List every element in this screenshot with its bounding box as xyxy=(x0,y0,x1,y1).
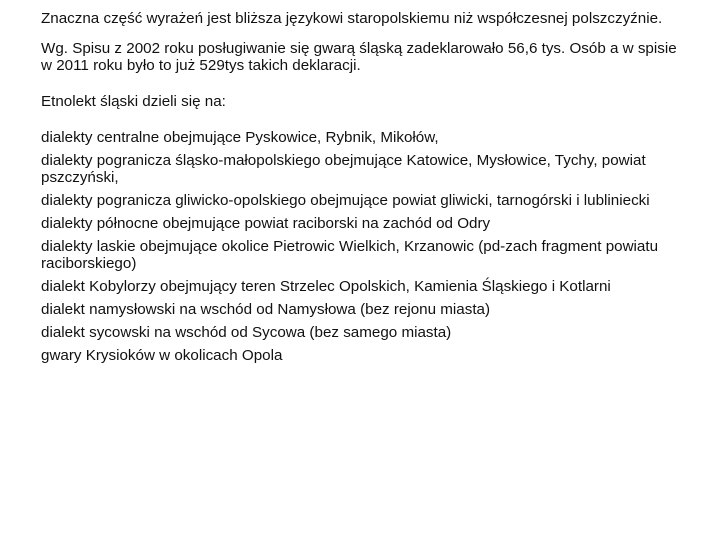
paragraph-division-heading: Etnolekt śląski dzieli się na: xyxy=(41,93,226,110)
paragraph-census: Wg. Spisu z 2002 roku posługiwanie się gwarą śląską zadeklarowało 56,6 tys. Osób a w spisie w 2011 roku było to już 529tys takich deklaracji. xyxy=(41,40,677,74)
list-item: gwary Krysioków w okolicach Opola xyxy=(41,347,283,364)
list-item: dialekt Kobylorzy obejmujący teren Strzelec Opolskich, Kamienia Śląskiego i Kotlarni xyxy=(41,278,611,295)
paragraph-intro: Znaczna część wyrażeń jest bliższa językowi staropolskiemu niż współczesnej polszczyźnie. xyxy=(41,10,663,27)
list-item: dialekt namysłowski na wschód od Namysłowa (bez rejonu miasta) xyxy=(41,301,491,318)
list-item: dialekty laskie obejmujące okolice Pietrowic Wielkich, Krzanowic (pd-zach fragment powiatu raciborskiego) xyxy=(41,238,659,272)
list-item: dialekty pogranicza gliwicko-opolskiego obejmujące powiat gliwicki, tarnogórski i lubliniecki xyxy=(41,192,650,209)
list-item: dialekty centralne obejmujące Pyskowice, Rybnik, Mikołów, xyxy=(41,129,439,146)
list-item: dialekty północne obejmujące powiat raciborski na zachód od Odry xyxy=(41,215,491,232)
document-body xyxy=(41,10,681,370)
dialect-list xyxy=(41,129,681,364)
list-item: dialekty pogranicza śląsko-małopolskiego obejmujące Katowice, Mysłowice, Tychy, powiat pszczyński, xyxy=(41,152,646,186)
list-item: dialekt sycowski na wschód od Sycowa (bez samego miasta) xyxy=(41,324,452,341)
